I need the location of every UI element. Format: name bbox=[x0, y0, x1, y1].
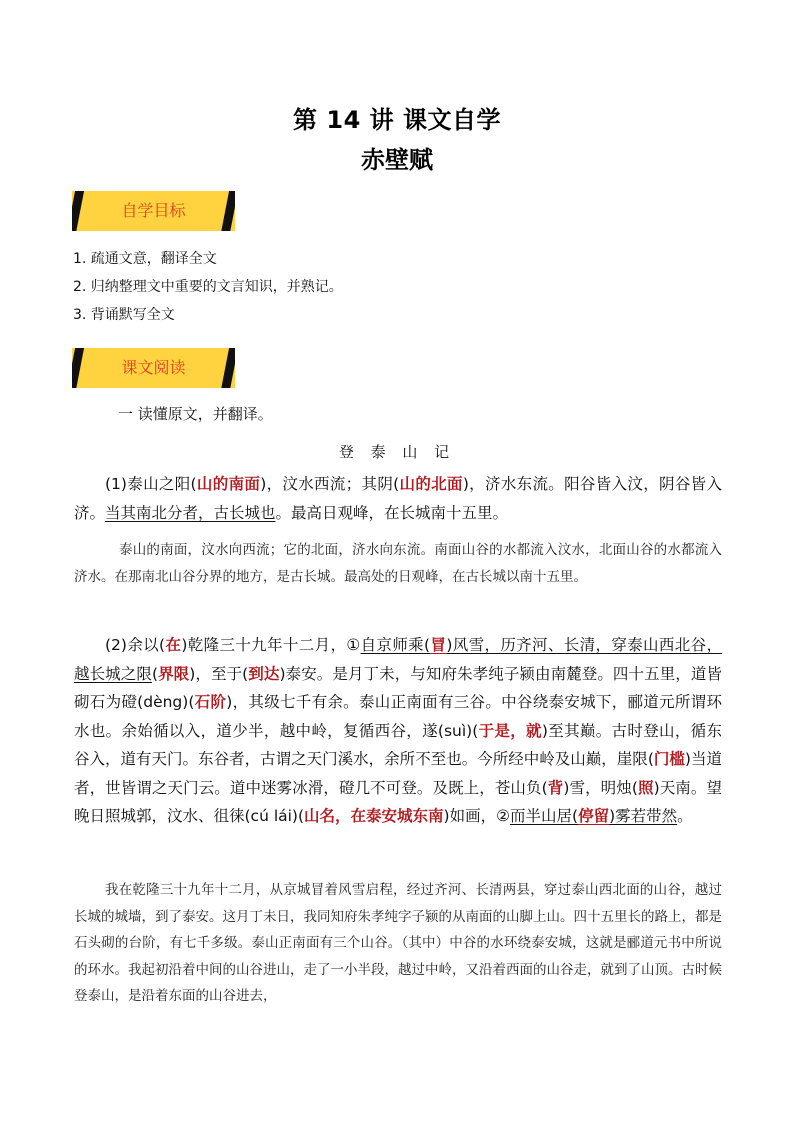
text-run: ( bbox=[151, 664, 158, 683]
text-run: )当道者，世皆谓之天门云。道中迷雾冰滑，磴几不可登。及既上，苍山负( bbox=[74, 750, 722, 797]
text-run: (1)泰山之阳( bbox=[105, 475, 197, 493]
translation-paragraph-1: 泰山的南面，汶水向西流；它的北面，济水向东流。南面山谷的水都流入汶水，北面山谷的水都流入济水。在那南北山谷分界的地方，是古长城。最高处的日观峰，在古长城以南十五里。 bbox=[74, 542, 722, 585]
text-run: )，其级七千有余。泰山正南面有三谷。中谷绕泰安城下，郦道元所谓环水也。余始循以入，道少半，越中岭，复循西谷，遂(suì)( bbox=[74, 693, 722, 740]
gloss: 照 bbox=[637, 778, 654, 797]
key-sentence: 当其南北分者，古长城也 bbox=[105, 503, 276, 522]
text-run: )至其巅。古时登山，循东谷入，道有天门。东谷者，古谓之天门溪水，余所不至也。今所经中岭及山巅，崖限( bbox=[74, 721, 722, 768]
text-run: )，汶水西流；其阴( bbox=[260, 475, 400, 493]
text-run: )如画，② bbox=[443, 807, 510, 825]
reading-instruction: 一 读懂原文，并翻译。 bbox=[118, 405, 273, 423]
gloss: 山的南面 bbox=[196, 475, 261, 493]
key-sentence: )雾若带然 bbox=[609, 807, 678, 825]
translation-paragraph-2: 我在乾隆三十九年十二月，从京城冒着风雪启程，经过齐河、长清两县，穿过泰山西北面的山谷，越过长城的城墙，到了泰安。这月丁未日，我同知府朱孝纯字子颍的从南面的山脚上山。四十五里长的路上，都是石头砌的台阶，有七千多级。泰山正南面有三个山谷。（其中）中谷的水环绕泰安城，这就是郦道元书中所说的环水。我起初沿着中间的山谷进山，走了一小半段，越过中岭，又沿着西面的山谷走，就到了山顶。古时候登泰山，是沿着东面的山谷进去， bbox=[74, 882, 722, 1004]
key-sentence: 而半山居 bbox=[510, 807, 573, 825]
passage-paragraph-2 bbox=[74, 631, 722, 831]
gloss: 在 bbox=[165, 636, 182, 654]
goals-list bbox=[73, 245, 343, 329]
gloss: 界限 bbox=[158, 664, 190, 683]
text-run: )雪，明烛( bbox=[563, 778, 638, 797]
key-sentence: )风雪，历齐河、长清，穿泰山西北谷，越长城之限 bbox=[74, 636, 722, 683]
text-run: )天南。望晚日照城郭，汶水、徂徕(cú lái)( bbox=[74, 778, 722, 825]
passage-title: 登 泰 山 记 bbox=[338, 443, 456, 461]
text-run: )，济水东流。阳谷皆入汶，阴谷皆入济。 bbox=[74, 475, 722, 522]
gloss: 到达 bbox=[248, 664, 280, 683]
section-banner-goals bbox=[72, 191, 235, 231]
section-banner-reading bbox=[72, 348, 235, 388]
text-run: )泰安。是月丁未，与知府朱孝纯子颍由南麓登。四十五里，道皆砌石为磴(dèng)( bbox=[74, 664, 722, 711]
gloss: 停留 bbox=[578, 807, 610, 825]
text-run: (2)余以( bbox=[105, 636, 166, 654]
lesson-title: 第 14 讲 课文自学 bbox=[293, 106, 501, 134]
lesson-subtitle: 赤壁赋 bbox=[361, 146, 433, 174]
section-label-goals: 自学目标 bbox=[121, 201, 186, 220]
section-label-reading: 课文阅读 bbox=[121, 358, 186, 377]
passage-paragraph-1 bbox=[74, 470, 722, 527]
gloss: 于是，就 bbox=[478, 721, 542, 740]
goal-item: 2. 归纳整理文中重要的文言知识，并熟记。 bbox=[73, 279, 343, 295]
text-run: )乾隆三十九年十二月，① bbox=[181, 636, 361, 654]
goal-item: 1. 疏通文意，翻译全文 bbox=[73, 251, 217, 267]
text-run: ( bbox=[572, 807, 579, 825]
gloss: 背 bbox=[547, 778, 564, 797]
gloss: 石阶 bbox=[194, 693, 227, 711]
text-run: 。最高日观峰，在长城南十五里。 bbox=[275, 503, 509, 522]
text-run: 。 bbox=[677, 807, 693, 825]
key-sentence: 自京师乘( bbox=[360, 636, 431, 654]
goal-item: 3. 背诵默写全文 bbox=[73, 307, 175, 323]
gloss: 山的北面 bbox=[399, 475, 463, 493]
text-run: )，至于( bbox=[189, 664, 249, 683]
gloss: 门槛 bbox=[653, 750, 685, 768]
gloss: 山名，在泰安城东南 bbox=[304, 807, 444, 825]
gloss: 冒 bbox=[430, 636, 447, 654]
